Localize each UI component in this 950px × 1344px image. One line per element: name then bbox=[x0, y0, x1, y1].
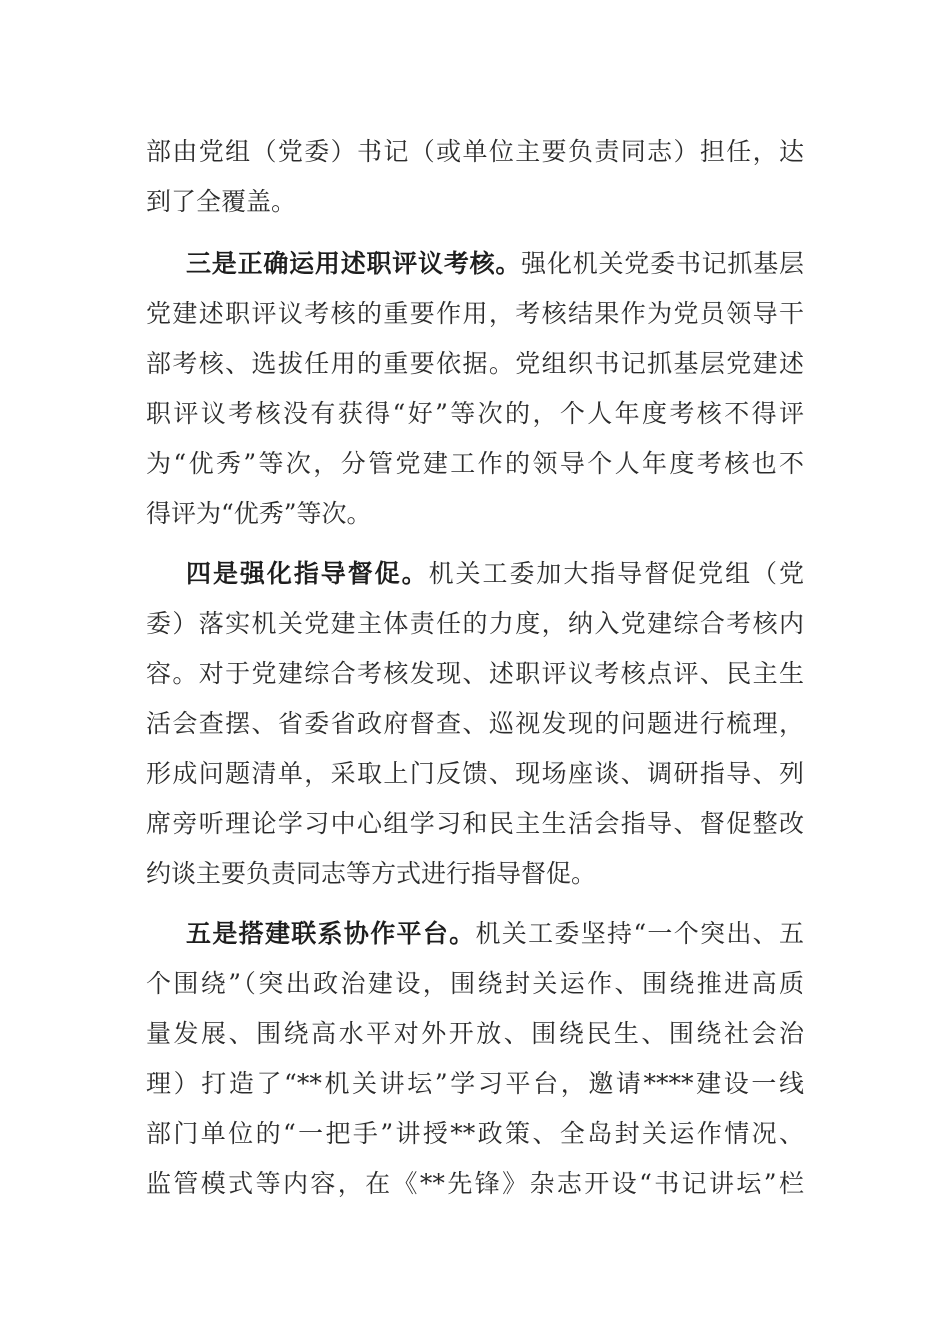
text-line: 部考核、选拔任用的重要依据。党组织书记抓基层党建述 bbox=[146, 349, 804, 378]
text-line: 部门单位的“一把手”讲授**政策、全岛封关运作情况、 bbox=[146, 1119, 804, 1148]
paragraph-heading: 五是搭建联系协作平台。 bbox=[186, 919, 476, 948]
text-line: 党建述职评议考核的重要作用，考核结果作为党员领导干 bbox=[146, 299, 804, 328]
text-line: 得评为“优秀”等次。 bbox=[146, 499, 372, 528]
paragraph-first-line bbox=[146, 909, 804, 959]
text-line: 量发展、围绕高水平对外开放、围绕民生、围绕社会治 bbox=[146, 1019, 804, 1048]
text-segment: 强化机关党委书记抓基层 bbox=[521, 249, 804, 278]
text-line: 职评议考核没有获得“好”等次的，个人年度考核不得评 bbox=[146, 399, 804, 428]
text-line: 为“优秀”等次，分管党建工作的领导个人年度考核也不 bbox=[146, 449, 804, 478]
text-line: 到了全覆盖。 bbox=[146, 187, 297, 216]
text-segment: 机关工委加大指导督促党组（党 bbox=[428, 559, 804, 588]
paragraph-heading: 三是正确运用述职评议考核。 bbox=[186, 249, 522, 278]
paragraph-continuation bbox=[146, 127, 804, 227]
paragraph-platform bbox=[146, 909, 804, 1209]
text-line: 形成问题清单，采取上门反馈、现场座谈、调研指导、列 bbox=[146, 759, 804, 788]
text-segment: 机关工委坚持“一个突出、五 bbox=[475, 919, 804, 948]
paragraph-assessment bbox=[146, 239, 804, 539]
paragraph-first-line bbox=[146, 239, 804, 289]
text-line: 部由党组（党委）书记（或单位主要负责同志）担任，达 bbox=[146, 137, 804, 166]
text-line: 容。对于党建综合考核发现、述职评议考核点评、民主生 bbox=[146, 659, 804, 688]
paragraph-heading: 四是强化指导督促。 bbox=[186, 559, 429, 588]
paragraph-guidance bbox=[146, 549, 804, 899]
text-line: 席旁听理论学习中心组学习和民主生活会指导、督促整改 bbox=[146, 809, 804, 838]
text-line: 活会查摆、省委省政府督查、巡视发现的问题进行梳理， bbox=[146, 709, 804, 738]
text-line: 委）落实机关党建主体责任的力度，纳入党建综合考核内 bbox=[146, 609, 804, 638]
text-line: 理）打造了“**机关讲坛”学习平台，邀请****建设一线 bbox=[146, 1069, 804, 1098]
text-line: 个围绕”（突出政治建设，围绕封关运作、围绕推进高质 bbox=[146, 969, 804, 998]
paragraph-first-line bbox=[146, 549, 804, 599]
text-line: 约谈主要负责同志等方式进行指导督促。 bbox=[146, 859, 597, 888]
text-line: 监管模式等内容，在《**先锋》杂志开设“书记讲坛”栏 bbox=[146, 1169, 804, 1198]
